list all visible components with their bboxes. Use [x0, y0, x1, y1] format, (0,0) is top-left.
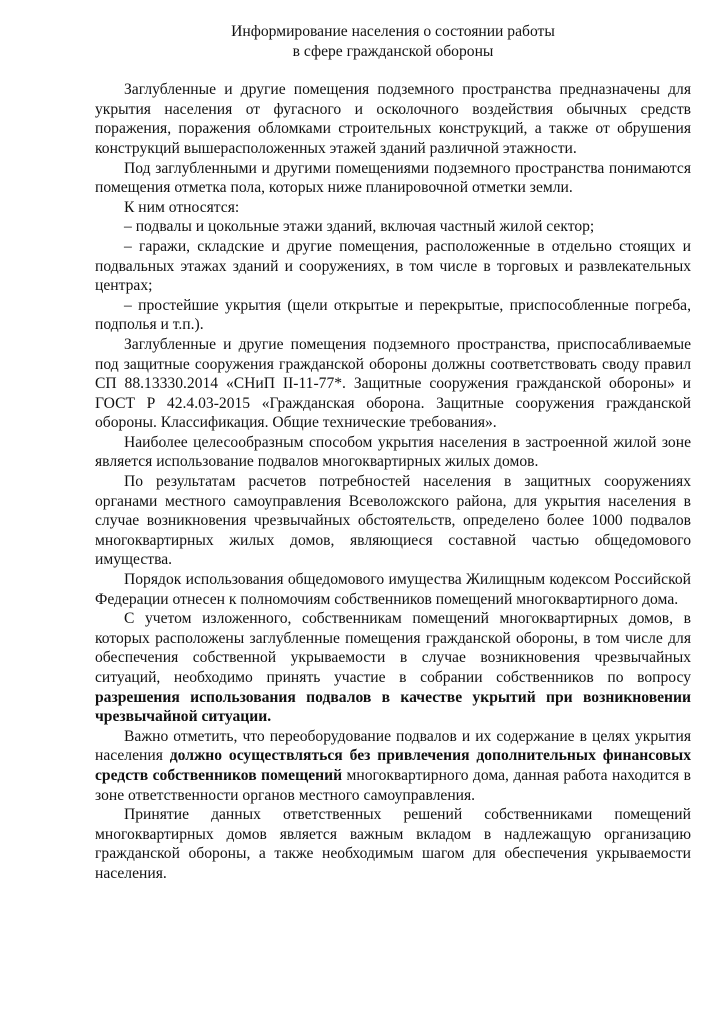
paragraph-expedient-method: Наиболее целесообразным способом укрытия населения в застроенной жилой зоне является использование подвалов многоквартирных жилых домов.	[95, 433, 691, 471]
paragraph-3: К ним относятся:	[124, 198, 240, 216]
paragraph-owners-meeting	[95, 609, 691, 727]
list-item-simple-shelters: – простейшие укрытия (щели открытые и перекрытые, приспособленные погреба, подполья и т.п.).	[95, 296, 691, 334]
paragraph-2: Под заглубленными и другими помещениями подземного пространства понимаются помещения отметка пола, которых ниже планировочной отметки земли.	[95, 159, 691, 197]
paragraph-calculation-results: По результатам расчетов потребностей населения в защитных сооружениях органами местного самоуправления Всеволожского района, для укрытия населения в случае возникновения чрезвычайных обстоятельств, определено более 1000 подвалов многоквартирных жилых домов, являющиеся составной частью общедомового имущества.	[95, 473, 691, 569]
paragraph-owners-meeting-emphasis: разрешения использования подвалов в качестве укрытий при возникновении чрезвычайной ситуации.	[95, 688, 691, 726]
paragraph-conclusion: Принятие данных ответственных решений собственниками помещений многоквартирных домов является важным вкладом в надлежащую организацию гражданской обороны, а также необходимым шагом для обеспечения укрываемости населения.	[95, 806, 691, 882]
paragraph-funding-note-end: многоквартирного дома, данная работа находится в зоне ответственности органов местного самоуправления.	[95, 766, 691, 804]
document-title-line-2: в сфере гражданской обороны	[292, 42, 494, 60]
list-item-garages: – гаражи, складские и другие помещения, расположенные в отдельно стоящих и подвальных этажах зданий и сооружениях, в том числе в торговых и развлекательных центрах;	[95, 237, 691, 295]
list-item-basements: – подвалы и цокольные этажи зданий, включая частный жилой сектор;	[124, 218, 595, 236]
paragraph-funding-note-start: Важно отметить, что переоборудование подвалов и их содержание в целях укрытия населения	[95, 727, 691, 765]
paragraph-funding-note	[95, 727, 691, 805]
document-page	[95, 22, 691, 884]
paragraph-usage-order: Порядок использования общедомового имущества Жилищным кодексом Российской Федерации отнесен к полномочиям собственников помещений многоквартирного дома.	[95, 571, 691, 608]
document-title-line-1: Информирование населения о состоянии работы	[231, 23, 555, 40]
paragraph-funding-note-emphasis: должно осуществляться без привлечения дополнительных финансовых средств собственников помещений	[95, 747, 691, 784]
paragraph-1: Заглубленные и другие помещения подземного пространства предназначены для укрытия населения от фугасного и осколочного воздействия обычных средств поражения, поражения обломками строительных конструкций, а также от обрушения конструкций вышерасположенных этажей зданий различной этажности.	[95, 81, 691, 157]
paragraph-standards: Заглубленные и другие помещения подземного пространства, приспосабливаемые под защитные сооружения гражданской обороны должны соответствовать своду правил СП 88.13330.2014 «СНиП II-11-77*. Защитные сооружения гражданской обороны» и ГОСТ Р 42.4.03-2015 «Гражданская оборона. Защитные сооружения гражданской обороны. Классификация. Общие технические требования».	[95, 335, 691, 432]
paragraph-owners-meeting-text: С учетом изложенного, собственникам помещений многоквартирных домов, в которых расположены заглубленные помещения гражданской обороны, в том числе для обеспечения собственной укрываемости в случае возникновения чрезвычайных ситуаций, необходимо принять участие в собрании собственников по вопросу	[95, 610, 691, 686]
